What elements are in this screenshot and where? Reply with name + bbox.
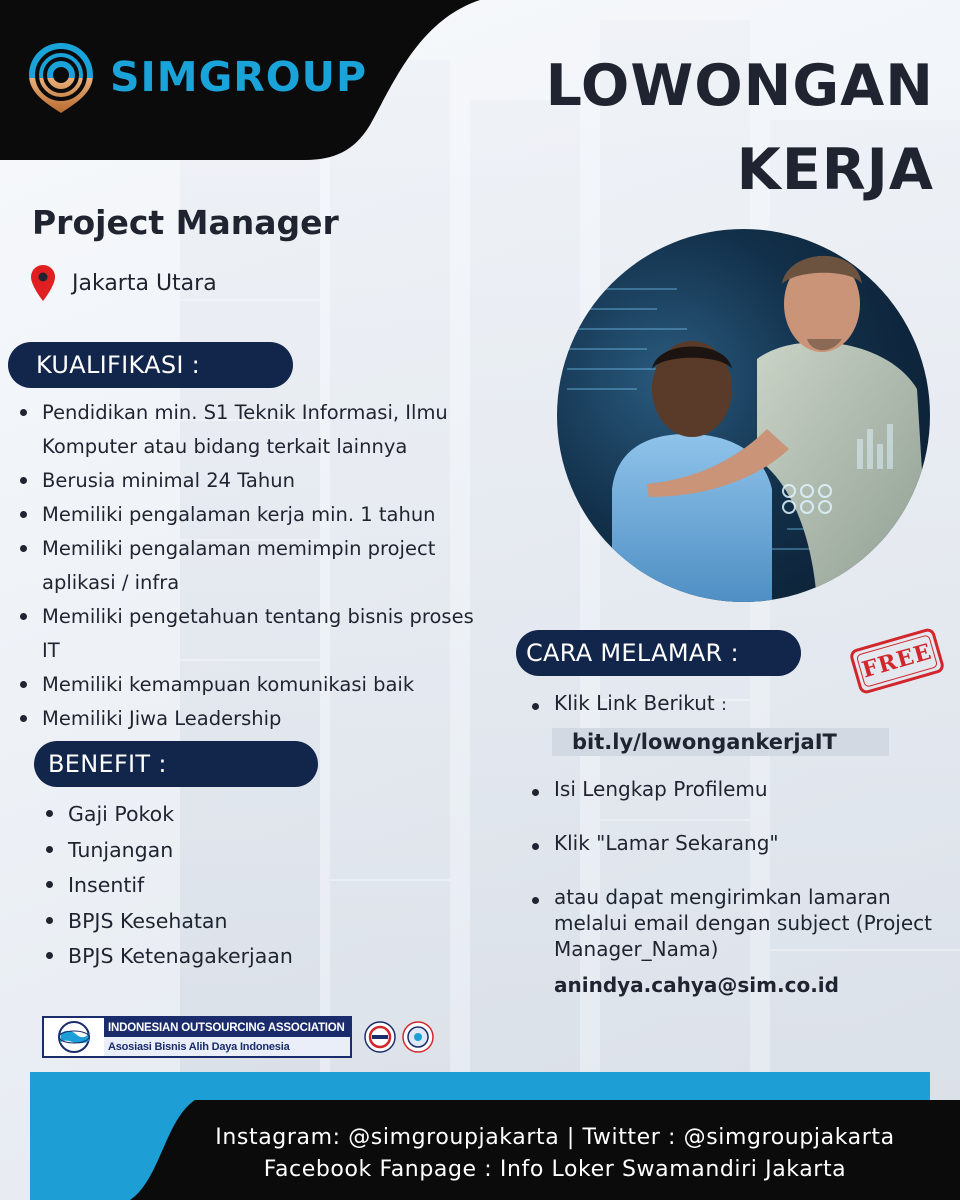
globe-icon: [44, 1018, 104, 1056]
list-item: Gaji Pokok: [46, 797, 426, 833]
headline-line1: LOWONGAN: [545, 53, 934, 119]
list-item: BPJS Ketenagakerjaan: [46, 939, 426, 975]
list-item: Memiliki pengalaman memimpin project aplikasi / infra: [20, 532, 490, 600]
apply-step-1-suffix: :: [721, 695, 727, 715]
association-badge: [42, 1016, 352, 1058]
list-item: Pendidikan min. S1 Teknik Informasi, Ilmu Komputer atau bidang terkait lainnya: [20, 396, 490, 464]
list-item: Memiliki kemampuan komunikasi baik: [20, 668, 490, 702]
job-title: Project Manager: [32, 203, 339, 242]
apply-step-3: Klik "Lamar Sekarang": [532, 830, 942, 856]
certification-seal-icon: [402, 1021, 434, 1053]
hero-photo: [557, 229, 930, 602]
headline-line2: KERJA: [736, 137, 934, 203]
list-item: Memiliki pengetahuan tentang bisnis proses IT: [20, 600, 490, 668]
benefit-label: BENEFIT :: [34, 741, 318, 787]
list-item: Memiliki Jiwa Leadership: [20, 702, 490, 736]
footer-social: [150, 1122, 960, 1186]
apply-label: CARA MELAMAR :: [516, 630, 801, 676]
apply-step-2: Isi Lengkap Profilemu: [532, 776, 942, 802]
footer-line-2: Facebook Fanpage : Info Loker Swamandiri Jakarta: [263, 1157, 847, 1182]
benefit-list: [46, 797, 426, 975]
iso-certification-icon: [364, 1021, 396, 1053]
job-location: [30, 264, 217, 302]
apply-link[interactable]: bit.ly/lowongankerjaIT: [552, 728, 889, 756]
apply-email[interactable]: anindya.cahya@sim.co.id: [554, 973, 839, 997]
simgroup-logo-icon: [26, 40, 96, 114]
list-item: Insentif: [46, 868, 426, 904]
list-item: BPJS Kesehatan: [46, 904, 426, 940]
apply-step-4: [532, 884, 942, 998]
team-photo-illustration: [557, 229, 930, 602]
list-item: Berusia minimal 24 Tahun: [20, 464, 490, 498]
footer-line-1: Instagram: @simgroupjakarta | Twitter : @simgroupjakarta: [215, 1125, 895, 1150]
brand-logo: [26, 40, 367, 114]
brand-name: SIMGROUP: [110, 53, 368, 101]
apply-step-1: [532, 690, 942, 756]
qualifications-list: [20, 396, 490, 736]
location-text: Jakarta Utara: [72, 270, 217, 296]
apply-step-4-text: atau dapat mengirimkan lamaran melalui email dengan subject (Project Manager_Nama): [554, 885, 932, 961]
apply-step-1-text: Klik Link Berikut: [554, 691, 715, 715]
apply-steps: [532, 690, 942, 998]
qualifications-label: KUALIFIKASI :: [8, 342, 293, 388]
map-pin-icon: [30, 264, 56, 302]
free-stamp-text: FREE: [859, 638, 935, 684]
association-subtitle: Asosiasi Bisnis Alih Daya Indonesia: [104, 1037, 350, 1056]
association-name: INDONESIAN OUTSOURCING ASSOCIATION: [104, 1018, 350, 1037]
headline: [514, 44, 934, 212]
list-item: Tunjangan: [46, 833, 426, 869]
list-item: Memiliki pengalaman kerja min. 1 tahun: [20, 498, 490, 532]
association-logos: [42, 1016, 434, 1058]
